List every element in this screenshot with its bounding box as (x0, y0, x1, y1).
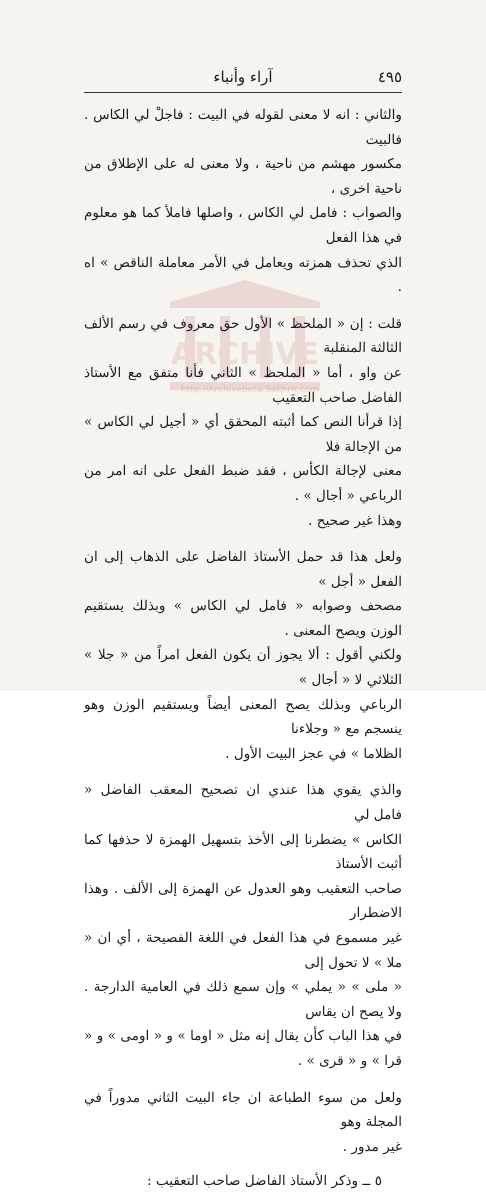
text-line: ولكني أقول : ألا يجوز أن يكون الفعل امراً من « جلا » الثلاثي لا « أجال » (84, 647, 402, 689)
running-header (84, 68, 402, 88)
text-line: قلت : إن « الملحظ » الأول حق معروف في رسم الألف الثالثة المنقلبة (84, 315, 402, 357)
text-line: غير مسموع في هذا الفعل في اللغة الفصيحة ، أي ان « ملا » لا تحول إلى (84, 930, 402, 971)
text-line: في هذا الباب كأن يقال إنه مثل « اوما » و « اومى » و « قرا » و « قرى » . (84, 1028, 402, 1069)
text-line: ولعل من سوء الطباعة ان جاء البيت الثاني مدوراً في المجلة وهو (84, 1089, 402, 1131)
paragraph-4 (84, 778, 402, 1073)
text-line: صاحب التعقيب وهو العدول عن الهمزة إلى الألف . وهذا الاضطرار (84, 880, 402, 922)
text-line: والذي يقوي هذا عندي ان تصحيح المعقب الفاضل « فامل لي (84, 782, 402, 824)
body-text (84, 103, 402, 1194)
paragraph-2 (84, 312, 402, 533)
text-line: ولعل هذا قد حمل الأستاذ الفاضل على الذهاب إلى ان الفعل « أجل » (84, 549, 402, 590)
header-rule (84, 92, 402, 93)
text-line: الرباعي وبذلك يصح المعنى أيضاً ويستقيم الوزن وهو ينسجم مع « وجلاءنا (84, 696, 402, 738)
text-line: وهذا غير صحيح . (308, 512, 402, 529)
text-line: عن واو ، أما « الملحظ » الثاني فأنا متفق مع الأستاذ الفاضل صاحب التعقيب (84, 364, 402, 406)
paragraph-1 (84, 103, 402, 300)
text-line: غير مدور . (342, 1138, 402, 1155)
text-line: « ملى » « يملي » وإن سمع ذلك في العامية الدارجة . ولا يصح ان يقاس (84, 979, 402, 1020)
numbered-item-5: ٥ ــ وذكر الأستاذ الفاضل صاحب التعقيب : (146, 1173, 382, 1190)
page-number: ٤٩٥ (377, 68, 402, 86)
text-line: الذي تحذف همزته ويعامل في الأمر معاملة الناقص » اه . (84, 254, 402, 296)
text-line: مكسور مهشم من ناحية ، ولا معنى له على الإطلاق من ناحية اخرى ، (84, 156, 402, 197)
paragraph-5 (84, 1086, 402, 1160)
text-line: والصواب : فامل لي الكاس ، واصلها فاملأ كما هو معلوم في هذا الفعل (84, 205, 402, 246)
watermark-url: http://Archivebeta.Sakhrit.com (180, 385, 320, 395)
paragraph-3 (84, 545, 402, 766)
text-line: الظلاما » في عجز البيت الأول . (225, 745, 402, 762)
text-line: مصحف وصوابه « فامل لي الكاس » وبذلك يستقيم الوزن ويصح المعنى . (84, 598, 402, 639)
text-line: إذا قرأنا النص كما أثبته المحقق أي « أجيل لي الكاس » من الإجالة فلا (84, 414, 402, 455)
text-line: الكاس » يضطرنا إلى الأخذ بتسهيل الهمزة لا حذفها كما أثبت الأستاذ (84, 831, 402, 873)
text-line: والثاني : انه لا معنى لقوله في البيت : فاجلْ لي الكاس . فالبيت (84, 107, 402, 148)
running-title: آراء وأنباء (213, 68, 273, 86)
svg-text:ARCHIVE: ARCHIVE (170, 337, 320, 372)
text-line: معنى لإجالة الكأس ، فقد ضبط الفعل على انه امر من الرباعي « أجال » . (84, 463, 402, 504)
